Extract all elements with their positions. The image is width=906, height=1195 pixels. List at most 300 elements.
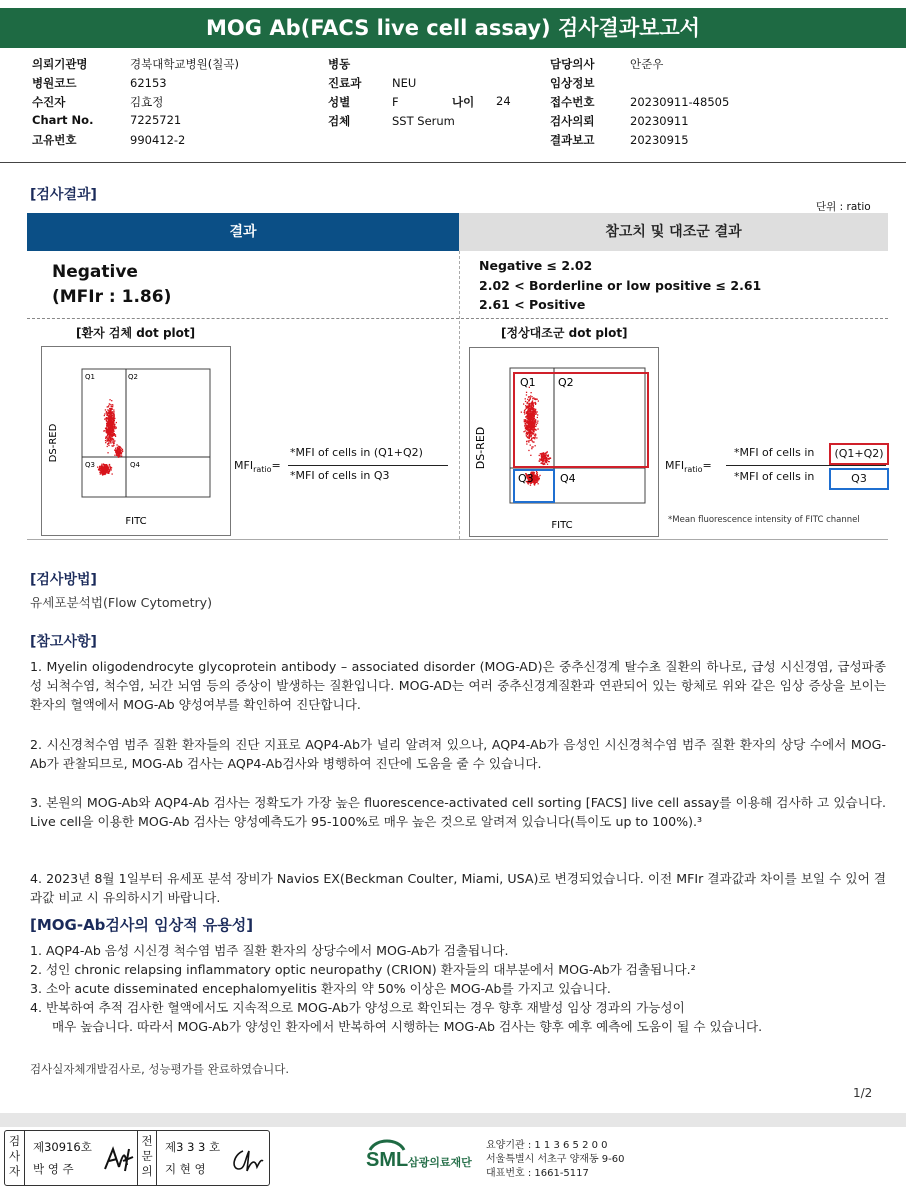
dot	[106, 417, 107, 418]
dot	[107, 446, 108, 447]
dot	[527, 416, 528, 417]
dot	[533, 421, 534, 422]
label-age: 나이	[452, 95, 475, 109]
dot	[114, 440, 115, 441]
method-text: 유세포분석법(Flow Cytometry)	[30, 595, 213, 610]
dot	[101, 464, 102, 465]
dot	[116, 450, 117, 451]
dot	[545, 456, 546, 457]
dot	[108, 428, 109, 429]
patient-y-axis-label: DS-RED	[48, 423, 59, 463]
label-requester: 의뢰기관명	[32, 57, 88, 71]
sml-logo	[366, 1136, 486, 1176]
dot	[528, 406, 529, 407]
dot	[528, 424, 529, 425]
control-q4-label: Q4	[560, 472, 576, 485]
value-hospital-code: 62153	[130, 76, 167, 90]
control-dot-plot-svg	[470, 348, 658, 536]
logo-text: SML	[366, 1149, 409, 1171]
dot	[106, 411, 107, 412]
dot	[526, 412, 527, 413]
dot	[544, 463, 545, 464]
dot	[113, 429, 114, 430]
verifier-name: 지 현 영	[165, 1162, 206, 1176]
verifier-label-3: 의	[141, 1164, 153, 1178]
patient-fraction-line	[288, 465, 448, 466]
dot	[531, 428, 532, 429]
dot	[528, 403, 529, 404]
dot	[539, 458, 540, 459]
dot	[541, 454, 542, 455]
foundation-name: 삼광의료재단	[408, 1156, 472, 1169]
dot	[535, 445, 536, 446]
control-den-box: Q3	[829, 468, 889, 490]
dot	[525, 430, 526, 431]
label-hospital-code: 병원코드	[32, 76, 77, 90]
dot	[534, 438, 535, 439]
dot	[109, 422, 110, 423]
dot	[524, 410, 525, 411]
dot	[107, 424, 108, 425]
dot	[117, 447, 118, 448]
clinical-item-4-cont: 매우 높습니다. 따라서 MOG-Ab가 양성인 환자에서 반복하여 시행하는 MOG-Ab 검사는 향후 예후 예측에 도움이 될 수 있습니다.	[52, 1019, 763, 1034]
dot	[102, 473, 103, 474]
dot	[534, 476, 535, 477]
note-2: 2. 시신경척수염 범주 질환 환자들의 진단 지표로 AQP4-Ab가 널리 알려져 있으나, AQP4-Ab가 음성인 시신경척수염 범주 질환 환자의 상당 수에서 MOG-Ab가 관찰되므로, MOG-Ab 검사는 AQP4-Ab검사와 병행하여 진단에 도움을 줄 수 있습니다.	[30, 737, 886, 771]
dot	[530, 445, 531, 446]
dot	[547, 451, 548, 452]
dot	[535, 437, 536, 438]
dot	[103, 463, 104, 464]
result-heading: [검사결과]	[30, 187, 97, 203]
dot	[534, 472, 535, 473]
dot	[106, 412, 107, 413]
dot	[524, 413, 525, 414]
dot	[113, 423, 114, 424]
dot	[527, 437, 528, 438]
dot	[525, 401, 526, 402]
dot	[104, 468, 105, 469]
control-dot-plot	[469, 347, 659, 537]
dot	[537, 411, 538, 412]
dot	[110, 442, 111, 443]
dot	[105, 440, 106, 441]
dot	[526, 432, 527, 433]
dot	[111, 435, 112, 436]
dot	[110, 410, 111, 411]
signature-box	[4, 1130, 270, 1186]
dot	[111, 427, 112, 428]
method-heading: [검사방법]	[30, 572, 97, 588]
dot	[109, 403, 110, 404]
header-col3	[550, 56, 850, 151]
dot	[528, 440, 529, 441]
dot	[528, 435, 529, 436]
label-clinical-info: 임상정보	[550, 76, 595, 90]
value-age: 24	[496, 94, 511, 108]
dot	[108, 419, 109, 420]
dot	[542, 454, 543, 455]
dot	[525, 423, 526, 424]
dot	[100, 473, 101, 474]
dot	[107, 414, 108, 415]
patient-x-axis-label: FITC	[125, 516, 147, 527]
dot	[106, 437, 107, 438]
dot	[528, 427, 529, 428]
dot	[528, 450, 529, 451]
dot	[532, 404, 533, 405]
dot	[538, 476, 539, 477]
dot	[119, 446, 120, 447]
label-chart-no: Chart No.	[32, 113, 94, 127]
dot	[532, 418, 533, 419]
note-3: 3. 본원의 MOG-Ab와 AQP4-Ab 검사는 정확도가 가장 높은 fluorescence-activated cell sorting [FACS] live cell assay를 이용해 검사하 고 있습니다. Live cell을 이용한 MOG-Ab 검사는 양성예측도가 95-100%로 매우 높은 것으로 알려져 있습니다(특이도 up to 100%).³	[30, 795, 886, 829]
verifier-signature	[229, 1145, 265, 1175]
dot	[107, 444, 108, 445]
dot	[525, 427, 526, 428]
dot	[533, 416, 534, 417]
value-specimen: SST Serum	[392, 114, 455, 128]
dot	[107, 427, 108, 428]
dot	[111, 419, 112, 420]
control-mfi-text: MFI	[665, 459, 685, 472]
dot	[105, 466, 106, 467]
value-request-date: 20230911	[630, 114, 689, 128]
dot	[106, 468, 107, 469]
dot	[533, 402, 534, 403]
dot	[97, 467, 98, 468]
dot	[523, 431, 524, 432]
dot	[524, 421, 525, 422]
value-sex: F	[392, 95, 399, 109]
inspector-name: 박 영 주	[33, 1162, 74, 1176]
control-q3-label: Q3	[518, 472, 534, 485]
dot	[116, 428, 117, 429]
label-doctor: 담당의사	[550, 57, 595, 71]
dot	[535, 422, 536, 423]
dot	[543, 452, 544, 453]
dot	[530, 395, 531, 396]
dot	[541, 460, 542, 461]
clinical-heading: [MOG-Ab검사의 임상적 유용성]	[30, 916, 254, 934]
notes-heading: [참고사항]	[30, 634, 97, 650]
institution-code: 요양기관 : 1 1 3 6 5 2 0 0	[486, 1140, 608, 1151]
dot	[105, 428, 106, 429]
dot	[529, 410, 530, 411]
dot	[521, 412, 522, 413]
patient-plot-frame	[82, 369, 210, 497]
dot	[104, 419, 105, 420]
dot	[119, 449, 120, 450]
dot	[110, 429, 111, 430]
dot	[537, 421, 538, 422]
dot	[104, 430, 105, 431]
dot	[106, 420, 107, 421]
dot	[531, 407, 532, 408]
dot	[111, 409, 112, 410]
dot	[114, 455, 115, 456]
control-mfi-denominator	[734, 470, 814, 483]
dot	[541, 453, 542, 454]
dot	[105, 409, 106, 410]
control-y-axis-label: DS-RED	[474, 426, 487, 470]
dot	[116, 455, 117, 456]
dot	[539, 475, 540, 476]
dot	[531, 435, 532, 436]
patient-q4-label: Q4	[130, 461, 140, 469]
dot	[536, 471, 537, 472]
dot	[545, 453, 546, 454]
dot	[103, 468, 104, 469]
dot	[108, 442, 109, 443]
dot	[532, 412, 533, 413]
dot	[530, 414, 531, 415]
dot	[547, 464, 548, 465]
dot	[110, 414, 111, 415]
dot	[531, 396, 532, 397]
dot	[537, 428, 538, 429]
dot	[118, 454, 119, 455]
control-q1-label: Q1	[520, 376, 536, 389]
dot	[528, 417, 529, 418]
dot	[535, 404, 536, 405]
dot	[537, 399, 538, 400]
dot	[120, 453, 121, 454]
dot	[111, 467, 112, 468]
clinical-item-3: 3. 소아 acute disseminated encephalomyelitis 환자의 약 50% 이상은 MOG-Ab를 가지고 있습니다.	[30, 981, 611, 996]
dot	[105, 437, 106, 438]
dot	[112, 424, 113, 425]
dot	[533, 425, 534, 426]
dot	[101, 465, 102, 466]
dot	[122, 451, 123, 452]
dot	[116, 451, 117, 452]
verifier-label-2: 문	[141, 1149, 153, 1163]
dot	[535, 482, 536, 483]
report-title: MOG Ab(FACS live cell assay) 검사결과보고서	[0, 8, 906, 48]
dot	[113, 442, 114, 443]
dot	[118, 455, 119, 456]
dot	[105, 442, 106, 443]
patient-mfi-eq: =	[271, 459, 281, 472]
dot	[527, 399, 528, 400]
label-report-date: 결과보고	[550, 133, 595, 147]
dot	[530, 398, 531, 399]
dot	[534, 477, 535, 478]
dot	[110, 431, 111, 432]
dot	[526, 392, 527, 393]
dot	[109, 440, 110, 441]
dot	[531, 422, 532, 423]
inspector-signature	[101, 1143, 135, 1175]
control-den-prefix: *MFI of cells in	[734, 470, 815, 483]
dot	[529, 408, 530, 409]
dot	[111, 469, 112, 470]
dot	[530, 409, 531, 410]
label-receipt-no: 접수번호	[550, 95, 595, 109]
inspector-label	[5, 1131, 25, 1185]
dot	[528, 400, 529, 401]
dot	[526, 425, 527, 426]
dot	[530, 419, 531, 420]
dot	[534, 426, 535, 427]
verifier-label-1: 전	[141, 1134, 153, 1148]
dot	[112, 418, 113, 419]
dot	[538, 400, 539, 401]
header-col1	[32, 56, 332, 151]
dot	[526, 406, 527, 407]
dot	[526, 394, 527, 395]
control-mfi-sub: ratio	[684, 465, 703, 475]
control-plot-label: [정상대조군 dot plot]	[501, 326, 628, 340]
dot	[537, 422, 538, 423]
clinical-item-2: 2. 성인 chronic relapsing inflammatory optic neuropathy (CRION) 환자들의 대부분에서 MOG-Ab가 검출됩니다.²	[30, 962, 696, 977]
dot	[116, 444, 117, 445]
dot	[112, 404, 113, 405]
inspector-license: 제30916호	[33, 1140, 92, 1154]
dot	[122, 449, 123, 450]
value-department: NEU	[392, 76, 417, 90]
reference-borderline: 2.02 < Borderline or low positive ≤ 2.61	[479, 277, 762, 293]
dot	[113, 411, 114, 412]
dot	[530, 455, 531, 456]
note-4: 4. 2023년 8월 1일부터 유세포 분석 장비가 Navios EX(Beckman Coulter, Miami, USA)로 변경되었습니다. 이전 MFIr 결과값과 차이를 보일 수 있어 결과값 비교 시 유의하시기 바랍니다.	[30, 871, 886, 905]
dot	[116, 452, 117, 453]
dot	[549, 461, 550, 462]
dot	[534, 413, 535, 414]
dot	[110, 441, 111, 442]
dot	[533, 406, 534, 407]
inspector-label-2: 사	[8, 1149, 21, 1163]
dot	[101, 466, 102, 467]
dot	[544, 460, 545, 461]
dot	[109, 435, 110, 436]
dot	[111, 406, 112, 407]
dot	[538, 483, 539, 484]
dot	[107, 431, 108, 432]
dot	[119, 451, 120, 452]
dot	[110, 426, 111, 427]
reference-column-header: 참고치 및 대조군 결과	[459, 213, 888, 251]
inspector-label-1: 검	[8, 1134, 21, 1148]
dot	[114, 428, 115, 429]
reference-ranges	[479, 256, 761, 315]
dot	[104, 472, 105, 473]
dot	[118, 451, 119, 452]
dot	[111, 432, 112, 433]
dot	[545, 461, 546, 462]
dot	[112, 446, 113, 447]
dot	[112, 441, 113, 442]
dot	[537, 414, 538, 415]
dot	[109, 464, 110, 465]
dot	[101, 472, 102, 473]
dot	[526, 443, 527, 444]
institution-address: 서울특별시 서초구 양재동 9-60	[486, 1154, 625, 1165]
clinical-list	[30, 941, 890, 1036]
label-unique-no: 고유번호	[32, 133, 77, 147]
dot	[531, 438, 532, 439]
result-main: Negative	[52, 262, 138, 282]
dot	[527, 403, 528, 404]
dot	[532, 432, 533, 433]
dot	[535, 421, 536, 422]
patient-mfi-label	[234, 459, 281, 474]
dot	[527, 410, 528, 411]
dot	[535, 419, 536, 420]
patient-mfi-denominator: *MFI of cells in Q3	[290, 469, 390, 482]
dot	[546, 454, 547, 455]
patient-plot-label: [환자 검체 dot plot]	[76, 326, 196, 340]
dot	[534, 420, 535, 421]
value-doctor: 안준우	[630, 57, 664, 71]
dot	[114, 414, 115, 415]
dot	[542, 463, 543, 464]
label-request-date: 검사의뢰	[550, 114, 595, 128]
dot	[533, 424, 534, 425]
institution-info	[486, 1139, 625, 1181]
dot	[108, 421, 109, 422]
control-mfi-label	[665, 459, 712, 474]
dot	[535, 399, 536, 400]
verifier-license: 제3 3 3 호	[165, 1140, 221, 1154]
dot	[112, 426, 113, 427]
mfi-footnote: *Mean fluorescence intensity of FITC channel	[668, 515, 860, 525]
dot	[534, 435, 535, 436]
dot	[544, 454, 545, 455]
dot	[526, 422, 527, 423]
dot	[110, 438, 111, 439]
dot	[114, 450, 115, 451]
dot	[108, 416, 109, 417]
dot	[547, 460, 548, 461]
validation-note: 검사실자체개발검사로, 성능평가를 완료하였습니다.	[30, 1062, 290, 1076]
dot	[539, 460, 540, 461]
footer-band	[0, 1113, 906, 1127]
dot	[108, 445, 109, 446]
value-receipt-no: 20230911-48505	[630, 95, 730, 109]
inspector-label-3: 자	[8, 1164, 21, 1178]
dot	[113, 409, 114, 410]
dot	[107, 423, 108, 424]
dot	[527, 402, 528, 403]
patient-q1-label: Q1	[85, 373, 95, 381]
dot	[528, 397, 529, 398]
header-divider	[0, 162, 906, 163]
dot	[108, 418, 109, 419]
dot	[531, 427, 532, 428]
patient-q3-label: Q3	[85, 461, 95, 469]
dot	[533, 431, 534, 432]
value-patient: 김효정	[130, 95, 164, 109]
dot	[534, 410, 535, 411]
dot	[99, 472, 100, 473]
control-mfi-numerator	[734, 446, 814, 459]
dot	[539, 455, 540, 456]
dashed-divider	[27, 318, 888, 319]
dot	[548, 458, 549, 459]
dot	[537, 474, 538, 475]
dot	[113, 418, 114, 419]
value-chart-no: 7225721	[130, 113, 182, 127]
institution-phone: 대표번호 : 1661-5117	[486, 1168, 589, 1179]
dot	[111, 416, 112, 417]
dot	[550, 457, 551, 458]
control-mfi-eq: =	[702, 459, 712, 472]
value-report-date: 20230915	[630, 133, 689, 147]
dot	[529, 426, 530, 427]
dot	[526, 427, 527, 428]
